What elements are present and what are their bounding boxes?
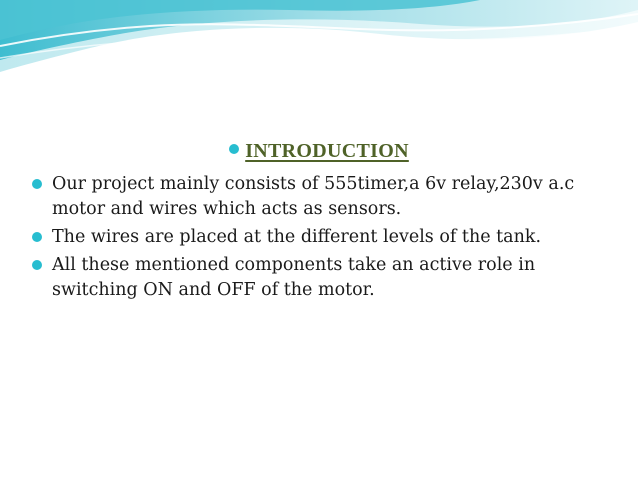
bullet-icon — [32, 179, 42, 189]
list-item — [32, 172, 622, 222]
bullet-icon — [229, 144, 239, 154]
list-item — [32, 253, 622, 303]
bullet-text: Our project mainly consists of 555timer,a 6v relay,230v a.c motor and wires which acts as sensors. — [52, 174, 575, 219]
bullet-list — [32, 172, 622, 306]
heading-row — [0, 140, 638, 163]
bullet-text: The wires are placed at the different levels of the tank. — [52, 227, 542, 247]
list-item — [32, 225, 622, 250]
bullet-text: All these mentioned components take an active role in switching ON and OFF of the motor. — [52, 255, 536, 300]
decorative-wave-banner — [0, 0, 638, 90]
slide-heading: INTRODUCTION — [245, 140, 409, 162]
bullet-icon — [32, 260, 42, 270]
bullet-icon — [32, 232, 42, 242]
